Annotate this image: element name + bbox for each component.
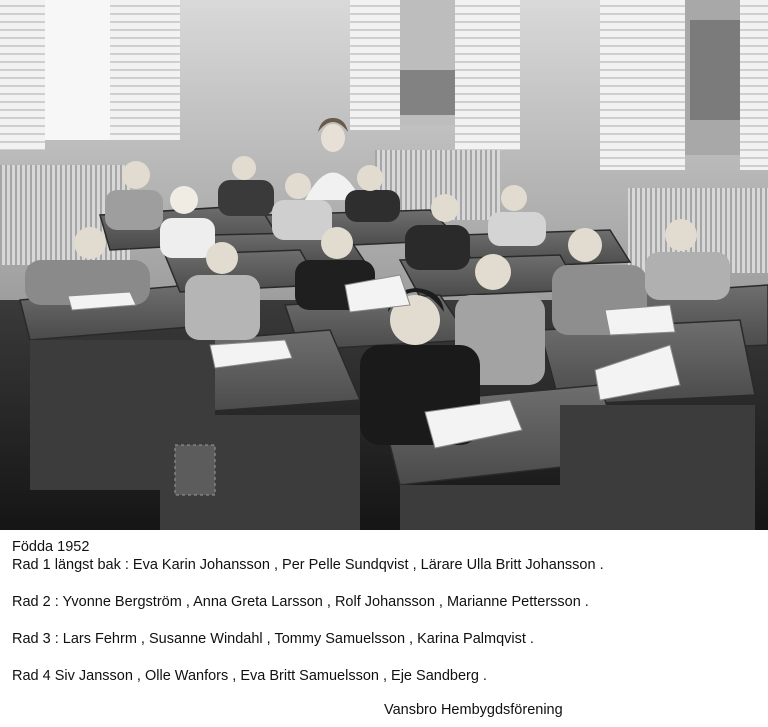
photo-caption — [12, 538, 752, 685]
caption-row-4: Rad 4 Siv Jansson , Olle Wanfors , Eva Britt Samuelsson , Eje Sandberg . — [12, 668, 487, 684]
caption-heading: Födda 1952 — [12, 539, 90, 555]
photo-credit: Vansbro Hembygdsförening — [384, 702, 563, 718]
waste-basket — [175, 445, 215, 495]
caption-row-3: Rad 3 : Lars Fehrm , Susanne Windahl , Tommy Samuelsson , Karina Palmqvist . — [12, 631, 534, 647]
caption-row-1: Rad 1 längst bak : Eva Karin Johansson , Per Pelle Sundqvist , Lärare Ulla Britt Johansson . — [12, 557, 604, 573]
caption-row-2: Rad 2 : Yvonne Bergström , Anna Greta Larsson , Rolf Johansson , Marianne Pettersson . — [12, 594, 589, 610]
